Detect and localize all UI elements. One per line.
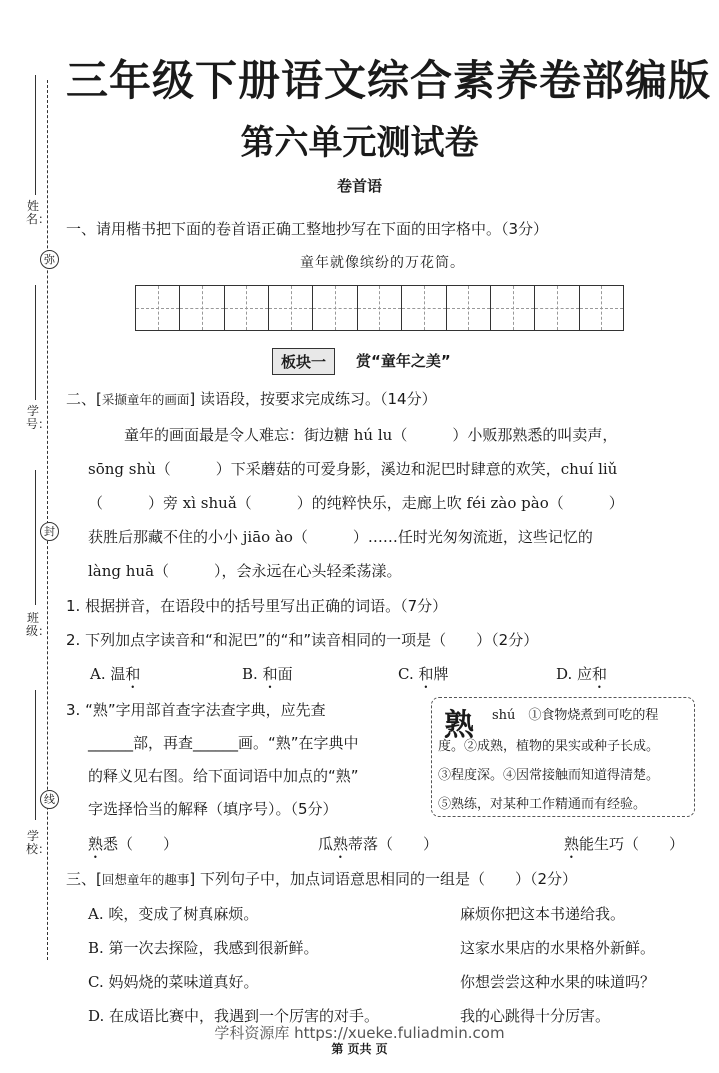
word-item-1 bbox=[88, 833, 178, 862]
q3-option-a-right: 麻烦你把这本书递给我。 bbox=[460, 905, 626, 923]
sub-question-3-line: 3. “熟”字用部首查字法查字典，应先查 bbox=[66, 701, 326, 719]
dotted-char: 熟 bbox=[333, 835, 349, 853]
dotted-char: 和 bbox=[592, 665, 608, 683]
passage-line: 获胜后那藏不住的小小 jiāo ào（ ）……任时光匆匆流逝，这些记忆的 bbox=[88, 528, 593, 546]
word-rest: 能生巧（ ） bbox=[579, 835, 685, 853]
sub-question-3-line: 字选择恰当的解释（填序号）。（5分） bbox=[88, 800, 338, 818]
seal-circle-mi: 弥 bbox=[40, 250, 59, 269]
grid-cell[interactable] bbox=[447, 286, 491, 330]
option-label: A. 温 bbox=[90, 665, 126, 683]
sub-question-3-line: 的释义见右图。给下面词语中加点的“熟” bbox=[88, 767, 359, 785]
question-2-suffix: ] 读语段，按要求完成练习。（14分） bbox=[189, 390, 437, 408]
seal-circle-xian: 线 bbox=[40, 790, 59, 809]
motto-text: 童年就像缤纷的万花筒。 bbox=[300, 255, 465, 271]
grid-cell[interactable] bbox=[225, 286, 269, 330]
grid-cell[interactable] bbox=[402, 286, 446, 330]
class-label: 班级： bbox=[26, 611, 51, 638]
question-3-suffix: ] 下列句子中，加点词语意思相同的一组是（ ）（2分） bbox=[189, 870, 578, 888]
question-1: 一、请用楷书把下面的卷首语正确工整地抄写在下面的田字格中。（3分） bbox=[66, 220, 549, 238]
question-2-prefix: 二、[ bbox=[66, 390, 102, 408]
dictionary-line: ③程度深。④因常接触而知道得清楚。 bbox=[438, 768, 660, 783]
q3-option-b-right: 这家水果店的水果格外新鲜。 bbox=[460, 939, 656, 957]
q3-option-c-right: 你想尝尝这种水果的味道吗？ bbox=[460, 973, 656, 991]
grid-cell[interactable] bbox=[136, 286, 180, 330]
sub-question-3-line: ______部，再查______画。“熟”在字典中 bbox=[88, 734, 359, 752]
dotted-char: 熟 bbox=[88, 835, 104, 853]
option-a[interactable] bbox=[90, 663, 140, 692]
page-subtitle: 第六单元测试卷 bbox=[240, 123, 479, 163]
page-number: 第 页共 页 bbox=[331, 1042, 388, 1056]
option-rest: 牌 bbox=[433, 665, 449, 683]
q3-option-c-left[interactable]: C. 妈妈烧的菜味道真好。 bbox=[88, 973, 259, 991]
block-badge: 板块一 bbox=[272, 348, 335, 375]
name-label: 姓名： bbox=[26, 199, 51, 226]
grid-cell[interactable] bbox=[580, 286, 623, 330]
option-label: C. bbox=[398, 665, 419, 683]
grid-cell[interactable] bbox=[358, 286, 402, 330]
grid-cell[interactable] bbox=[491, 286, 535, 330]
word-pre: 瓜 bbox=[318, 835, 334, 853]
dotted-char: 熟 bbox=[564, 835, 580, 853]
question-3-tag: 回想童年的趣事 bbox=[101, 872, 190, 887]
q3-option-d-right: 我的心跳得十分厉害。 bbox=[460, 1007, 611, 1025]
question-3 bbox=[66, 868, 577, 889]
option-d[interactable] bbox=[556, 663, 607, 692]
dictionary-line: ⑤熟练，对某种工作精通而有经验。 bbox=[438, 797, 647, 812]
option-b[interactable] bbox=[242, 663, 293, 692]
word-rest: 悉（ ） bbox=[103, 835, 179, 853]
option-c[interactable] bbox=[398, 663, 449, 692]
option-label: B. bbox=[242, 665, 263, 683]
section-heading: 卷首语 bbox=[336, 177, 382, 195]
q3-option-a-left[interactable]: A. 唉，变成了树真麻烦。 bbox=[88, 905, 259, 923]
sub-question-1: 1. 根据拼音，在语段中的括号里写出正确的词语。（7分） bbox=[66, 597, 448, 615]
dotted-char: 和 bbox=[418, 665, 434, 683]
watermark-text: 学科资源库 https://xueke.fuliadmin.com bbox=[214, 1024, 505, 1042]
dictionary-entry-box bbox=[431, 697, 695, 817]
grid-cell[interactable] bbox=[313, 286, 357, 330]
passage-line: （ ）旁 xì shuǎ（ ）的纯粹快乐，走廊上吹 féi zào pào（ ） bbox=[88, 494, 624, 512]
id-underline bbox=[35, 285, 36, 400]
page-title: 三年级下册语文综合素养卷部编版 bbox=[66, 56, 712, 105]
q3-option-d-left[interactable]: D. 在成语比赛中，我遇到一个厉害的对手。 bbox=[88, 1007, 380, 1025]
word-item-2 bbox=[318, 833, 438, 862]
seal-circle-feng: 封 bbox=[40, 522, 59, 541]
passage-line: sōng shù（ ）下采蘑菇的可爱身影，溪边和泥巴时肆意的欢笑，chuí liǔ bbox=[88, 460, 618, 478]
class-underline bbox=[35, 470, 36, 605]
option-label: D. 应 bbox=[556, 665, 593, 683]
question-2-tag: 采撷童年的画面 bbox=[101, 392, 190, 407]
q3-option-b-left[interactable]: B. 第一次去探险，我感到很新鲜。 bbox=[88, 939, 319, 957]
passage-line: làng huā（ ），会永远在心头轻柔荡漾。 bbox=[88, 562, 402, 580]
dictionary-headword: 熟 bbox=[444, 708, 474, 743]
option-rest: 面 bbox=[277, 665, 293, 683]
grid-cell[interactable] bbox=[535, 286, 579, 330]
question-2 bbox=[66, 388, 437, 409]
question-3-prefix: 三、[ bbox=[66, 870, 102, 888]
word-item-3 bbox=[564, 833, 684, 862]
word-rest: 蒂落（ ） bbox=[348, 835, 439, 853]
block-title: 赏“童年之美” bbox=[356, 352, 451, 370]
grid-cell[interactable] bbox=[269, 286, 313, 330]
dotted-char: 和 bbox=[125, 665, 141, 683]
passage-line: 童年的画面最是令人难忘：街边糖 hú lu（ ）小贩那熟悉的叫卖声， bbox=[124, 426, 618, 444]
sub-question-2: 2. 下列加点字读音和“和泥巴”的“和”读音相同的一项是（ ）（2分） bbox=[66, 631, 539, 649]
dictionary-line: shú ①食物烧煮到可吃的程 bbox=[492, 708, 659, 723]
tianzi-grid[interactable] bbox=[135, 285, 624, 331]
grid-cell[interactable] bbox=[180, 286, 224, 330]
school-underline bbox=[35, 690, 36, 820]
student-id-label: 学号： bbox=[26, 404, 51, 431]
school-label: 学校： bbox=[26, 829, 51, 856]
dictionary-line: 度。②成熟，植物的果实或种子长成。 bbox=[438, 739, 660, 754]
dotted-char: 和 bbox=[262, 665, 278, 683]
